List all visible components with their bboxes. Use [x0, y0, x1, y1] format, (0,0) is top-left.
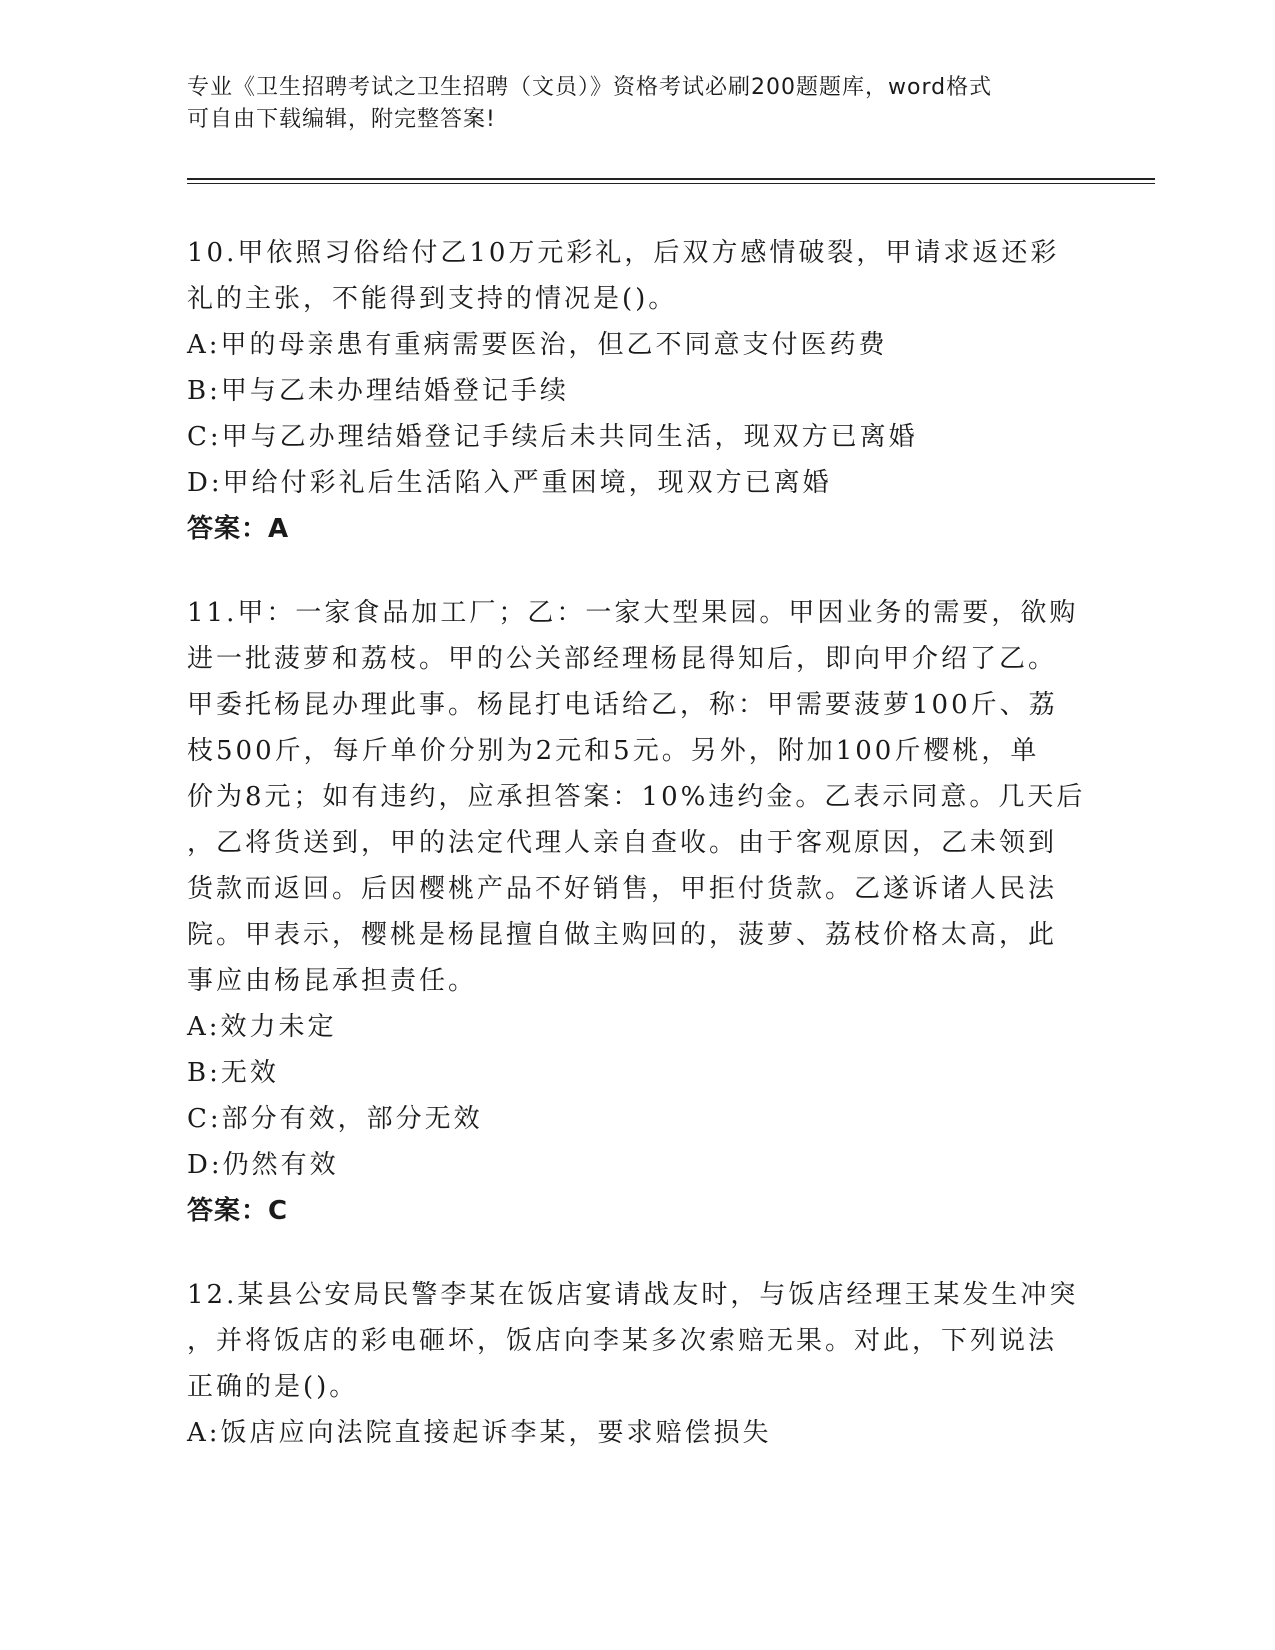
header-line-2: 可自由下载编辑，附完整答案!	[187, 107, 496, 132]
option-a: A:甲的母亲患有重病需要医治，但乙不同意支付医药费	[187, 330, 888, 360]
question-10	[187, 230, 1087, 552]
question-stem-line: 价为8元；如有违约，应承担答案：10%违约金。乙表示同意。几天后	[187, 782, 1086, 812]
question-stem-line: 事应由杨昆承担责任。	[187, 966, 478, 996]
answer-label: 答案：C	[187, 1196, 289, 1226]
header-divider-thick	[187, 178, 1155, 180]
header-divider-thin	[187, 183, 1155, 184]
question-list	[187, 230, 1087, 1494]
answer-label: 答案：A	[187, 514, 290, 544]
question-stem-line: 院。甲表示，樱桃是杨昆擅自做主购回的，菠萝、荔枝价格太高，此	[187, 920, 1058, 950]
question-stem-line: 礼的主张，不能得到支持的情况是()。	[187, 284, 678, 314]
question-stem-line: ，乙将货送到，甲的法定代理人亲自查收。由于客观原因，乙未领到	[187, 828, 1058, 858]
header-line-1: 专业《卫生招聘考试之卫生招聘（文员）》资格考试必刷200题题库，word格式	[187, 75, 993, 100]
question-stem-line: 12.某县公安局民警李某在饭店宴请战友时，与饭店经理王某发生冲突	[187, 1280, 1079, 1310]
question-11	[187, 590, 1087, 1234]
question-stem-line: 正确的是()。	[187, 1372, 359, 1402]
question-stem-line: 10.甲依照习俗给付乙10万元彩礼，后双方感情破裂，甲请求返还彩	[187, 238, 1060, 268]
option-d: D:甲给付彩礼后生活陷入严重困境，现双方已离婚	[187, 468, 832, 498]
option-a: A:饭店应向法院直接起诉李某，要求赔偿损失	[187, 1418, 772, 1448]
question-12	[187, 1272, 1087, 1456]
question-stem-line: 进一批菠萝和荔枝。甲的公关部经理杨昆得知后，即向甲介绍了乙。	[187, 644, 1058, 674]
question-stem-line: ，并将饭店的彩电砸坏，饭店向李某多次索赔无果。对此，下列说法	[187, 1326, 1058, 1356]
option-c: C:甲与乙办理结婚登记手续后未共同生活，现双方已离婚	[187, 422, 918, 452]
question-stem-line: 货款而返回。后因樱桃产品不好销售，甲拒付货款。乙遂诉诸人民法	[187, 874, 1058, 904]
option-d: D:仍然有效	[187, 1150, 339, 1180]
question-stem-line: 枝500斤，每斤单价分别为2元和5元。另外，附加100斤樱桃，单	[187, 736, 1040, 766]
document-header	[187, 72, 1067, 136]
option-c: C:部分有效，部分无效	[187, 1104, 483, 1134]
option-b: B:无效	[187, 1058, 279, 1088]
question-stem-line: 甲委托杨昆办理此事。杨昆打电话给乙，称：甲需要菠萝100斤、荔	[187, 690, 1058, 720]
question-stem-line: 11.甲：一家食品加工厂；乙：一家大型果园。甲因业务的需要，欲购	[187, 598, 1079, 628]
option-a: A:效力未定	[187, 1012, 337, 1042]
option-b: B:甲与乙未办理结婚登记手续	[187, 376, 569, 406]
